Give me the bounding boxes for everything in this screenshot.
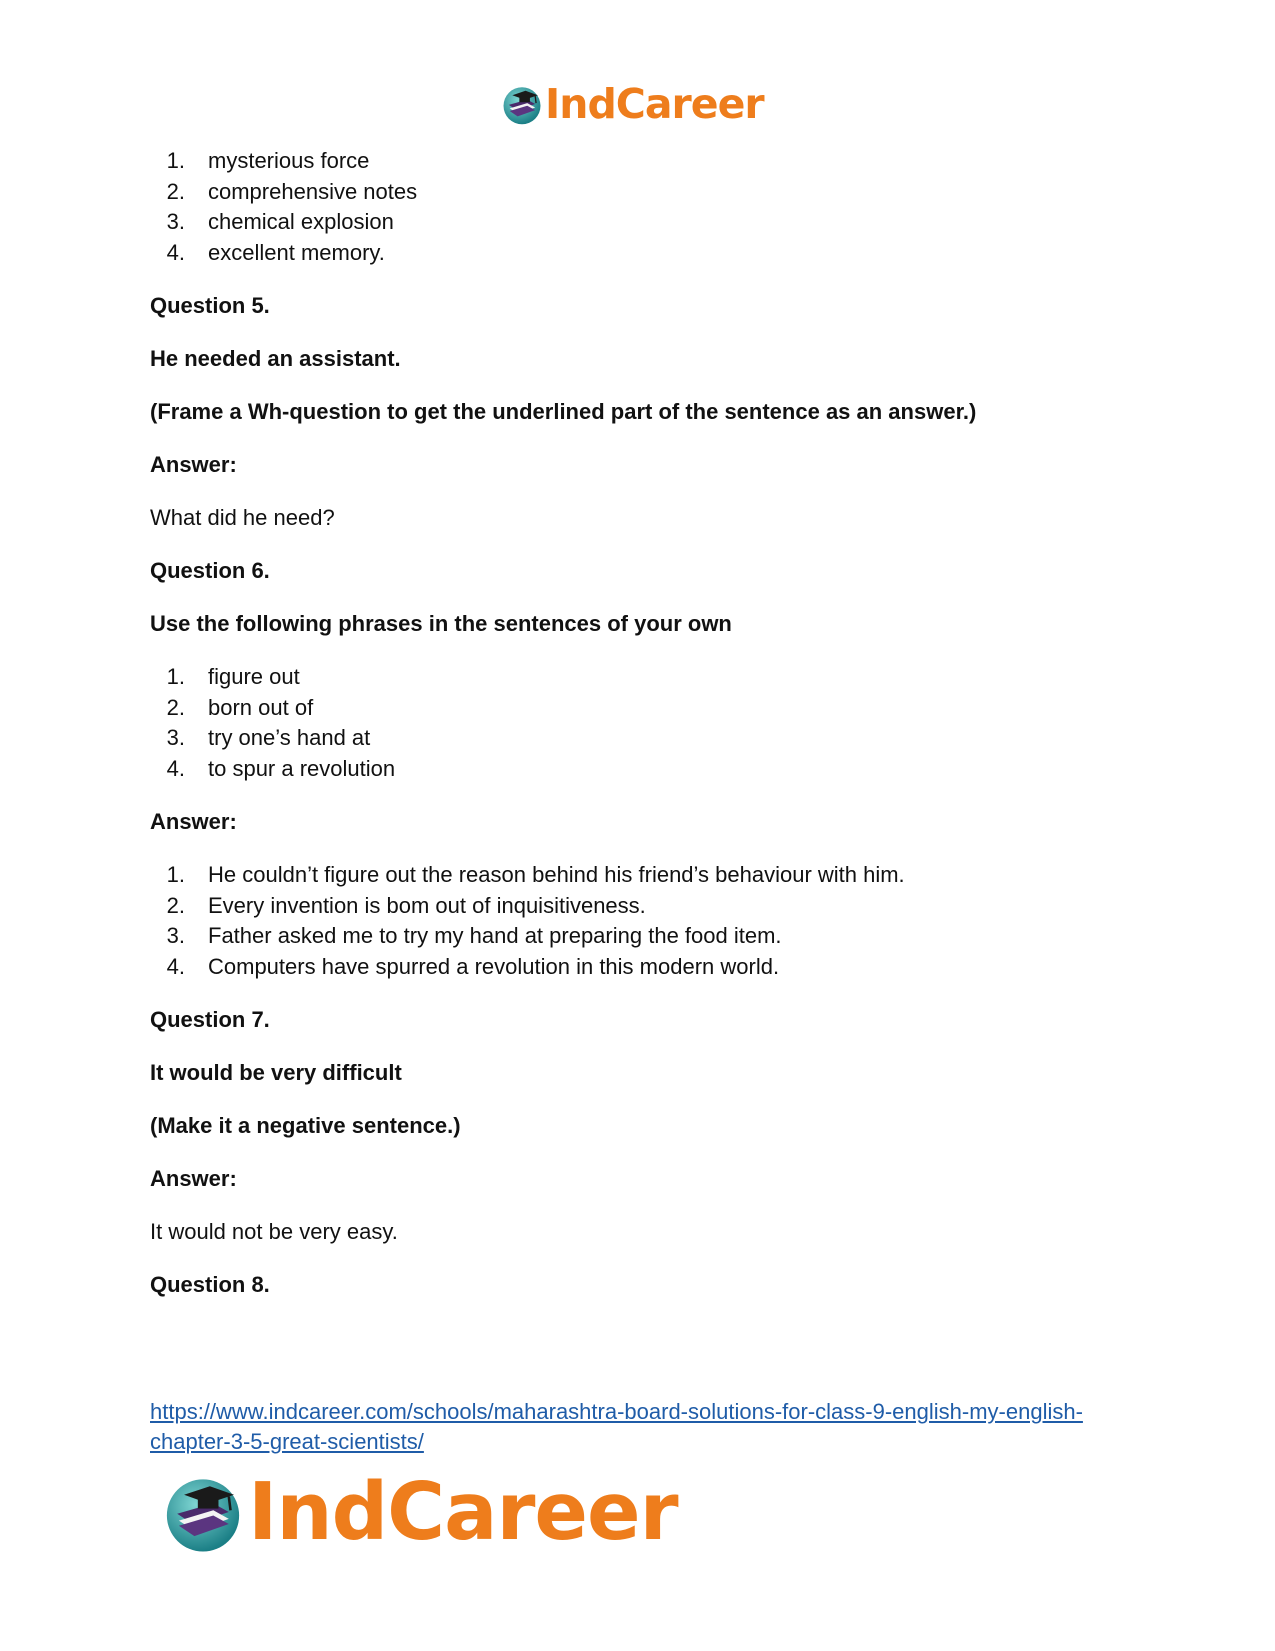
question-7-answer: It would not be very easy.: [150, 1219, 398, 1244]
list-item: 3. try one’s hand at: [166, 725, 371, 750]
brand-name: IndCareer: [545, 80, 764, 128]
question-5-instruction: (Frame a Wh-question to get the underlined part of the sentence as an answer.): [150, 399, 977, 424]
question-6-instruction: Use the following phrases in the sentences of your own: [150, 611, 732, 636]
indcareer-logo-top: [500, 80, 764, 128]
list-item: 4. Computers have spurred a revolution in this modern world.: [166, 953, 780, 979]
list-item: 4. to spur a revolution: [166, 755, 396, 781]
question-5-sentence: He needed an assistant.: [150, 346, 401, 371]
question-7-heading: Question 7.: [150, 1007, 270, 1032]
question-8-heading: Question 8.: [150, 1272, 270, 1297]
list-item: 1. mysterious force: [166, 148, 370, 173]
source-link-block: [150, 1397, 1170, 1457]
list-item: 2. comprehensive notes: [166, 178, 418, 204]
list-item: 4. excellent memory.: [166, 239, 385, 265]
list-item: 3. Father asked me to try my hand at preparing the food item.: [166, 923, 782, 948]
phrase-list: [150, 662, 1150, 784]
list-item: 1. He couldn’t figure out the reason behind his friend’s behaviour with him.: [166, 862, 905, 887]
list-item: 2. Every invention is bom out of inquisitiveness.: [166, 892, 646, 918]
answer-label: Answer:: [150, 809, 237, 834]
indcareer-logo-bottom: [160, 1466, 678, 1558]
question-5-answer: What did he need?: [150, 505, 335, 530]
question-7-sentence: It would be very difficult: [150, 1060, 402, 1085]
answer-label: Answer:: [150, 1166, 237, 1191]
list-item: 2. born out of: [166, 694, 314, 720]
question-7-instruction: (Make it a negative sentence.): [150, 1113, 461, 1138]
document-body: [150, 146, 1150, 1300]
source-url-link[interactable]: https://www.indcareer.com/schools/maharashtra-board-solutions-for-class-9-english-my-english- chapter-3-5-great-scientists/: [150, 1399, 1083, 1454]
question-5-heading: Question 5.: [150, 293, 270, 318]
answer-label: Answer:: [150, 452, 237, 477]
list-item: 3. chemical explosion: [166, 209, 394, 234]
brand-name: IndCareer: [248, 1466, 678, 1558]
answer-list: [150, 860, 1150, 982]
globe-book-icon: [500, 82, 544, 126]
globe-book-icon: [160, 1469, 246, 1555]
list-item: 1. figure out: [166, 664, 300, 689]
phrase-list-continued: [150, 146, 1150, 268]
question-6-heading: Question 6.: [150, 558, 270, 583]
